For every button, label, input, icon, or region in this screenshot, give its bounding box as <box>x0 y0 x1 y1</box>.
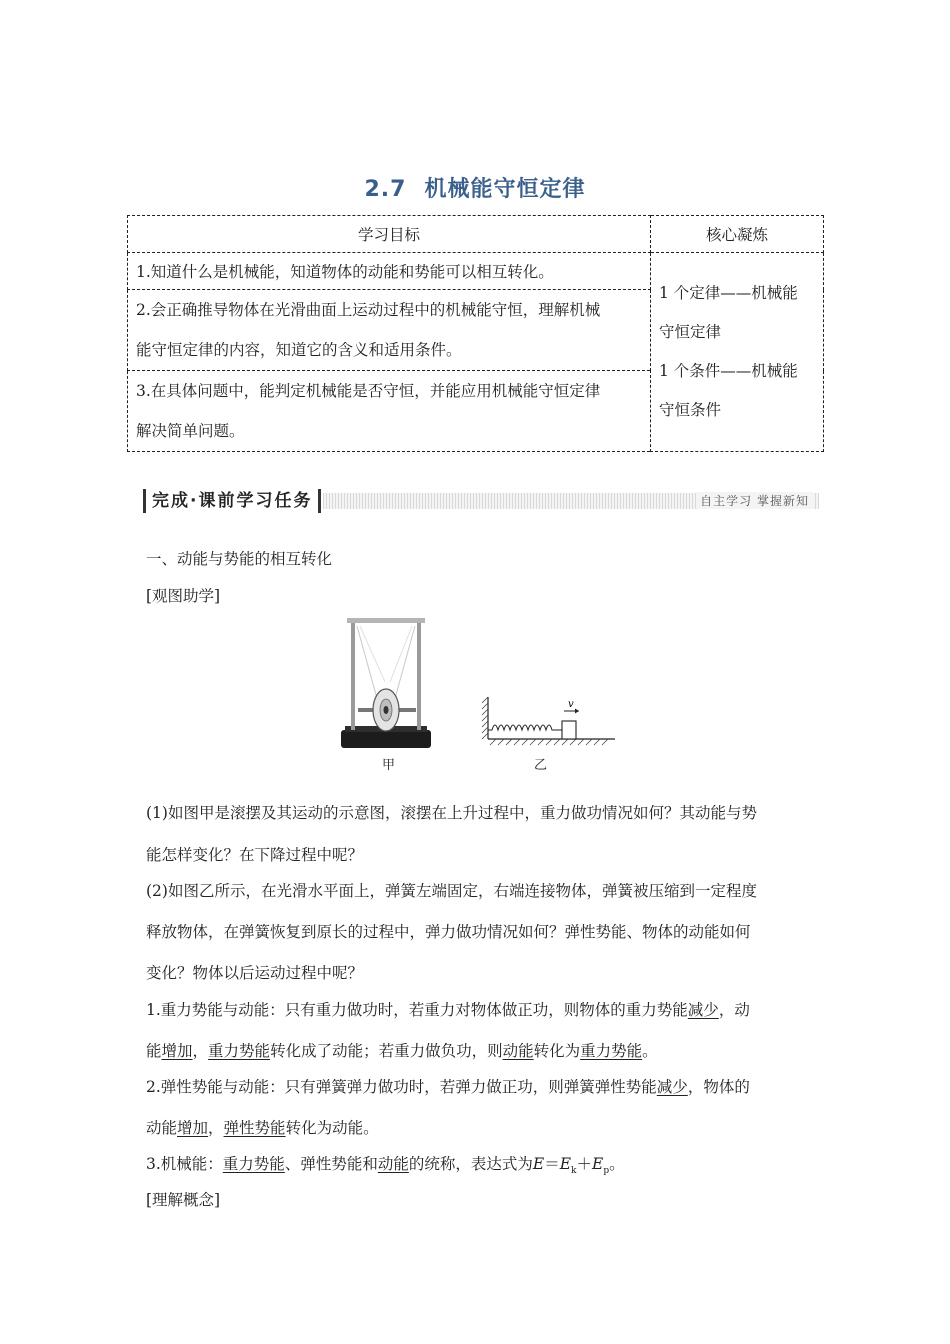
core-line-3: 1 个条件——机械能 <box>659 362 798 380</box>
blank-answer: 重力势能 <box>580 1042 643 1060</box>
learning-goals-table <box>127 215 824 452</box>
blank-answer: 增加 <box>161 1042 193 1060</box>
velocity-label: v <box>568 699 574 710</box>
paragraph-3: 3.机械能：重力势能、弹性势能和动能的统称，表达式为$E=E_k+E_p$。 <box>146 1155 625 1177</box>
goal-2-line-1: 2.会正确推导物体在光滑曲面上运动过程中的机械能守恒，理解机械 <box>136 301 601 319</box>
banner-subtitle: 自主学习 掌握新知 <box>696 492 813 509</box>
core-line-1: 1 个定律——机械能 <box>659 284 798 302</box>
question-2-line-1: (2)如图乙所示，在光滑水平面上，弹簧左端固定，右端连接物体，弹簧被压缩到一定程度 <box>146 882 757 900</box>
blank-answer: 增加 <box>177 1119 209 1137</box>
core-line-4: 守恒条件 <box>659 401 722 419</box>
goal-1: 1.知道什么是机械能，知道物体的动能和势能可以相互转化。 <box>128 253 651 290</box>
page-title <box>0 172 950 203</box>
blank-answer: 弹性势能 <box>223 1119 286 1137</box>
goal-3 <box>128 371 651 452</box>
pendulum-spring-illustration <box>330 612 630 777</box>
section-banner <box>143 489 819 513</box>
goal-2 <box>128 290 651 371</box>
blank-answer: 重力势能 <box>208 1042 271 1060</box>
goal-2-line-2: 能守恒定律的内容，知道它的含义和适用条件。 <box>136 341 462 359</box>
label-guantu: [观图助学] <box>146 587 221 605</box>
core-line-2: 守恒定律 <box>659 323 722 341</box>
blank-answer: 动能 <box>502 1042 534 1060</box>
paragraph-2-line-2: 动能增加，弹性势能转化为动能。 <box>146 1119 379 1137</box>
question-2-line-3: 变化？物体以后运动过程中呢？ <box>146 964 364 982</box>
goal-3-line-2: 解决简单问题。 <box>136 422 245 440</box>
paragraph-1-line-1: 1.重力势能与动能：只有重力做功时，若重力对物体做正功，则物体的重力势能减少，动 <box>146 1001 750 1019</box>
goals-header: 学习目标 <box>128 216 651 253</box>
figure <box>330 612 630 777</box>
goal-3-line-1: 3.在具体问题中，能判定机械能是否守恒，并能应用机械能守恒定律 <box>136 382 601 400</box>
paragraph-2-line-1: 2.弹性势能与动能：只有弹簧弹力做功时，若弹力做正功，则弹簧弹性势能减少，物体的 <box>146 1078 750 1096</box>
caption-yi: 乙 <box>534 758 548 773</box>
question-1-line-1: (1)如图甲是滚摆及其运动的示意图，滚摆在上升过程中，重力做功情况如何？其动能与势 <box>146 804 757 822</box>
label-lijie: [理解概念] <box>146 1191 221 1209</box>
core-summary <box>651 253 824 452</box>
section-title-text: 机械能守恒定律 <box>424 177 586 202</box>
section-number: 2.7 <box>364 177 407 202</box>
section-heading: 一、动能与势能的相互转化 <box>146 550 333 568</box>
caption-jia: 甲 <box>382 758 396 773</box>
blank-answer: 重力势能 <box>222 1155 285 1173</box>
question-1-line-2: 能怎样变化？在下降过程中呢？ <box>146 846 364 864</box>
blank-answer: 动能 <box>377 1155 409 1173</box>
blank-answer: 减少 <box>687 1001 719 1019</box>
question-2-line-2: 释放物体，在弹簧恢复到原长的过程中，弹力做功情况如何？弹性势能、物体的动能如何 <box>146 923 751 941</box>
core-header: 核心凝炼 <box>651 216 824 253</box>
spring-block-drawing <box>482 697 615 745</box>
banner-title: 完成·课前学习任务 <box>143 489 321 513</box>
maxwell-pendulum-drawing <box>341 618 431 748</box>
paragraph-1-line-2: 能增加，重力势能转化成了动能；若重力做负功，则动能转化为重力势能。 <box>146 1042 658 1060</box>
blank-answer: 减少 <box>656 1078 688 1096</box>
